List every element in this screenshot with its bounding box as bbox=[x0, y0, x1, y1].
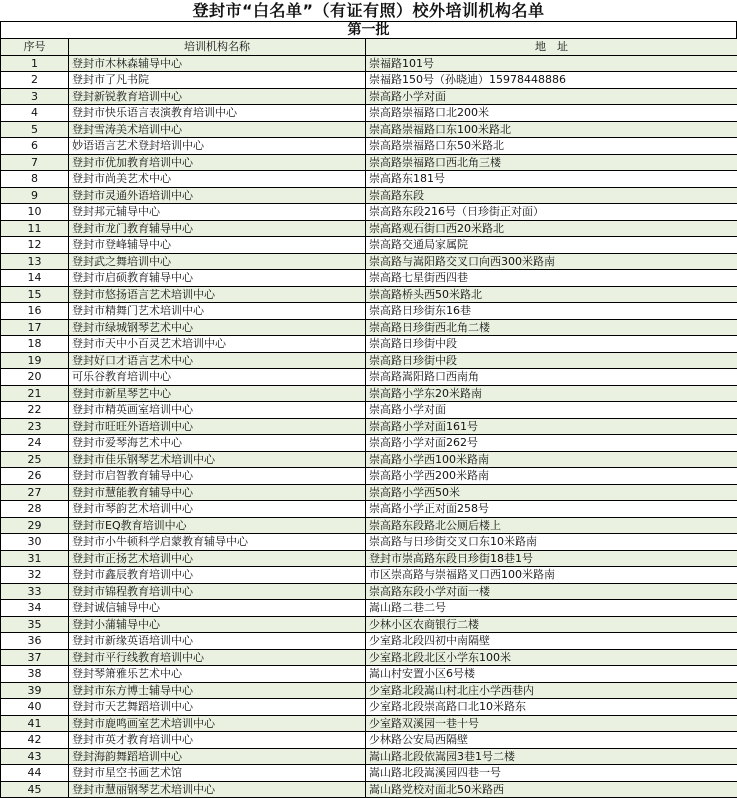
institution-name: 登封市启智教育辅导中心 bbox=[69, 468, 366, 485]
institution-name: 登封市小牛顿科学启蒙教育辅导中心 bbox=[69, 534, 366, 551]
table-row bbox=[1, 88, 737, 105]
institution-address: 少室路北段嵩山村北庄小学西巷内 bbox=[366, 682, 737, 699]
institution-name: 登封市灵通外语培训中心 bbox=[69, 187, 366, 204]
row-number: 23 bbox=[1, 418, 69, 435]
row-number: 26 bbox=[1, 468, 69, 485]
institution-name: 妙语语言艺术登封培训中心 bbox=[69, 138, 366, 155]
table-row bbox=[1, 286, 737, 303]
institution-address: 崇高路东181号 bbox=[366, 171, 737, 188]
table-row bbox=[1, 682, 737, 699]
institution-address: 崇高路小学对面 bbox=[366, 402, 737, 419]
row-number: 16 bbox=[1, 303, 69, 320]
institution-address: 崇高路日珍街东16巷 bbox=[366, 303, 737, 320]
table-row bbox=[1, 204, 737, 221]
column-header-number: 序号 bbox=[1, 39, 69, 56]
table-row bbox=[1, 435, 737, 452]
institution-address: 崇高路日珍街中段 bbox=[366, 352, 737, 369]
institution-address: 少室路北段北区小学东100米 bbox=[366, 649, 737, 666]
table-row bbox=[1, 649, 737, 666]
row-number: 12 bbox=[1, 237, 69, 254]
row-number: 8 bbox=[1, 171, 69, 188]
table-row bbox=[1, 616, 737, 633]
institution-address: 少室路北段四初中南隔壁 bbox=[366, 633, 737, 650]
institution-table bbox=[0, 38, 737, 798]
row-number: 13 bbox=[1, 253, 69, 270]
institution-name: 登封武之舞培训中心 bbox=[69, 253, 366, 270]
row-number: 29 bbox=[1, 517, 69, 534]
table-row bbox=[1, 253, 737, 270]
institution-address: 崇高路观石街口西20米路北 bbox=[366, 220, 737, 237]
row-number: 18 bbox=[1, 336, 69, 353]
institution-name: 登封市新星琴艺中心 bbox=[69, 385, 366, 402]
row-number: 1 bbox=[1, 55, 69, 72]
row-number: 36 bbox=[1, 633, 69, 650]
row-number: 7 bbox=[1, 154, 69, 171]
institution-name: 登封市绿城钢琴艺术中心 bbox=[69, 319, 366, 336]
institution-name: 登封市慧能教育辅导中心 bbox=[69, 484, 366, 501]
institution-name: 登封市东方博士辅导中心 bbox=[69, 682, 366, 699]
institution-address: 崇高路桥头西50米路北 bbox=[366, 286, 737, 303]
row-number: 6 bbox=[1, 138, 69, 155]
institution-address: 崇高路小学西200米路南 bbox=[366, 468, 737, 485]
table-row bbox=[1, 154, 737, 171]
table-row bbox=[1, 105, 737, 122]
table-row bbox=[1, 451, 737, 468]
table-header-row bbox=[1, 39, 737, 56]
institution-address: 崇高路崇福路口西北角三楼 bbox=[366, 154, 737, 171]
row-number: 2 bbox=[1, 72, 69, 89]
page-title: 登封市“白名单”（有证有照）校外培训机构名单 bbox=[0, 0, 737, 21]
table-row bbox=[1, 583, 737, 600]
institution-address: 崇高路小学对面 bbox=[366, 88, 737, 105]
institution-address: 嵩山路北段依嵩园3巷1号二楼 bbox=[366, 748, 737, 765]
institution-name: 登封市旺旺外语培训中心 bbox=[69, 418, 366, 435]
institution-name: 登封市佳乐钢琴艺术培训中心 bbox=[69, 451, 366, 468]
institution-address: 崇高路小学西50米 bbox=[366, 484, 737, 501]
institution-name: 登封市英才教育培训中心 bbox=[69, 732, 366, 749]
row-number: 39 bbox=[1, 682, 69, 699]
institution-address: 崇高路日珍街西北角二楼 bbox=[366, 319, 737, 336]
table-row bbox=[1, 534, 737, 551]
institution-name: 登封市精英画室培训中心 bbox=[69, 402, 366, 419]
institution-name: 登封市天艺舞蹈培训中心 bbox=[69, 699, 366, 716]
row-number: 3 bbox=[1, 88, 69, 105]
table-row bbox=[1, 418, 737, 435]
row-number: 32 bbox=[1, 567, 69, 584]
table-row bbox=[1, 715, 737, 732]
institution-address: 崇高路小学西100米路南 bbox=[366, 451, 737, 468]
row-number: 28 bbox=[1, 501, 69, 518]
row-number: 4 bbox=[1, 105, 69, 122]
table-row bbox=[1, 567, 737, 584]
row-number: 38 bbox=[1, 666, 69, 683]
institution-address: 崇高路日珍街中段 bbox=[366, 336, 737, 353]
institution-address: 嵩山路北段嵩溪园四巷一号 bbox=[366, 765, 737, 782]
institution-name: 登封市锦程教育培训中心 bbox=[69, 583, 366, 600]
row-number: 21 bbox=[1, 385, 69, 402]
row-number: 44 bbox=[1, 765, 69, 782]
row-number: 14 bbox=[1, 270, 69, 287]
table-row bbox=[1, 138, 737, 155]
row-number: 43 bbox=[1, 748, 69, 765]
institution-name: 登封市琴韵艺术培训中心 bbox=[69, 501, 366, 518]
institution-name: 登封市天中小百灵艺术培训中心 bbox=[69, 336, 366, 353]
row-number: 10 bbox=[1, 204, 69, 221]
row-number: 41 bbox=[1, 715, 69, 732]
institution-address: 少室路北段崇高路口北10米路东 bbox=[366, 699, 737, 716]
table-row bbox=[1, 550, 737, 567]
table-row bbox=[1, 517, 737, 534]
institution-address: 崇高路东段216号（日珍街正对面） bbox=[366, 204, 737, 221]
institution-name: 可乐谷教育培训中心 bbox=[69, 369, 366, 386]
institution-address: 登封市崇高路东段日珍街18巷1号 bbox=[366, 550, 737, 567]
institution-address: 崇高路与嵩阳路交叉口向西300米路南 bbox=[366, 253, 737, 270]
table-row bbox=[1, 187, 737, 204]
institution-address: 崇高路东段 bbox=[366, 187, 737, 204]
institution-name: 登封雪涛美术培训中心 bbox=[69, 121, 366, 138]
table-row bbox=[1, 336, 737, 353]
institution-name: 登封海韵舞蹈培训中心 bbox=[69, 748, 366, 765]
institution-name: 登封市悠扬语言艺术培训中心 bbox=[69, 286, 366, 303]
table-row bbox=[1, 270, 737, 287]
institution-address: 嵩山路二巷二号 bbox=[366, 600, 737, 617]
institution-name: 登封市启硕教育辅导中心 bbox=[69, 270, 366, 287]
table-row bbox=[1, 352, 737, 369]
table-row bbox=[1, 600, 737, 617]
institution-name: 登封市优加教育培训中心 bbox=[69, 154, 366, 171]
table-row bbox=[1, 666, 737, 683]
institution-address: 崇高路七星街西四巷 bbox=[366, 270, 737, 287]
row-number: 20 bbox=[1, 369, 69, 386]
table-row bbox=[1, 402, 737, 419]
row-number: 45 bbox=[1, 781, 69, 798]
row-number: 30 bbox=[1, 534, 69, 551]
institution-address: 崇高路东段路北公厕后楼上 bbox=[366, 517, 737, 534]
table-row bbox=[1, 633, 737, 650]
institution-address: 崇高路小学对面161号 bbox=[366, 418, 737, 435]
row-number: 35 bbox=[1, 616, 69, 633]
row-number: 40 bbox=[1, 699, 69, 716]
table-row bbox=[1, 748, 737, 765]
institution-address: 嵩山村安置小区6号楼 bbox=[366, 666, 737, 683]
table-row bbox=[1, 385, 737, 402]
institution-address: 崇高路崇福路口北200米 bbox=[366, 105, 737, 122]
institution-name: 登封市龙门教育辅导中心 bbox=[69, 220, 366, 237]
institution-name: 登封市精舞门艺术培训中心 bbox=[69, 303, 366, 320]
row-number: 25 bbox=[1, 451, 69, 468]
institution-name: 登封琴箫雅乐艺术中心 bbox=[69, 666, 366, 683]
institution-address: 崇高路嵩阳路口西南角 bbox=[366, 369, 737, 386]
institution-address: 崇高路崇福路口东100米路北 bbox=[366, 121, 737, 138]
institution-address: 崇福路150号（孙晓迪）15978448886 bbox=[366, 72, 737, 89]
table-row bbox=[1, 781, 737, 798]
institution-address: 崇高路小学正对面258号 bbox=[366, 501, 737, 518]
table-row bbox=[1, 484, 737, 501]
row-number: 5 bbox=[1, 121, 69, 138]
column-header-address: 地 址 bbox=[366, 39, 737, 56]
column-header-name: 培训机构名称 bbox=[69, 39, 366, 56]
table-row bbox=[1, 699, 737, 716]
institution-name: 登封市星空书画艺术馆 bbox=[69, 765, 366, 782]
institution-name: 登封市新缘英语培训中心 bbox=[69, 633, 366, 650]
table-row bbox=[1, 319, 737, 336]
institution-address: 崇高路与日珍街交叉口东10米路南 bbox=[366, 534, 737, 551]
row-number: 27 bbox=[1, 484, 69, 501]
institution-name: 登封市尚美艺术中心 bbox=[69, 171, 366, 188]
institution-name: 登封邦元辅导中心 bbox=[69, 204, 366, 221]
institution-address: 少室路双溪园一巷十号 bbox=[366, 715, 737, 732]
institution-address: 市区崇高路与崇福路叉口西100米路南 bbox=[366, 567, 737, 584]
table-row bbox=[1, 303, 737, 320]
row-number: 11 bbox=[1, 220, 69, 237]
institution-address: 崇高路小学东20米路南 bbox=[366, 385, 737, 402]
table-row bbox=[1, 72, 737, 89]
institution-name: 登封市正扬艺术培训中心 bbox=[69, 550, 366, 567]
table-row bbox=[1, 732, 737, 749]
batch-subtitle: 第一批 bbox=[0, 21, 737, 38]
table-row bbox=[1, 765, 737, 782]
row-number: 33 bbox=[1, 583, 69, 600]
institution-name: 登封好口才语言艺术中心 bbox=[69, 352, 366, 369]
row-number: 19 bbox=[1, 352, 69, 369]
institution-address: 少林路公安局西隔壁 bbox=[366, 732, 737, 749]
institution-address: 崇高路东段小学对面一楼 bbox=[366, 583, 737, 600]
institution-name: 登封市了凡书院 bbox=[69, 72, 366, 89]
institution-name: 登封市慧丽钢琴艺术培训中心 bbox=[69, 781, 366, 798]
institution-address: 崇福路101号 bbox=[366, 55, 737, 72]
institution-name: 登封市爱琴海艺术中心 bbox=[69, 435, 366, 452]
row-number: 37 bbox=[1, 649, 69, 666]
row-number: 34 bbox=[1, 600, 69, 617]
institution-name: 登封市鑫辰教育培训中心 bbox=[69, 567, 366, 584]
row-number: 42 bbox=[1, 732, 69, 749]
institution-name: 登封诚信辅导中心 bbox=[69, 600, 366, 617]
table-row bbox=[1, 55, 737, 72]
institution-address: 崇高路交通局家属院 bbox=[366, 237, 737, 254]
institution-name: 登封市鹿鸣画室艺术培训中心 bbox=[69, 715, 366, 732]
row-number: 24 bbox=[1, 435, 69, 452]
institution-name: 登封新锐教育培训中心 bbox=[69, 88, 366, 105]
row-number: 17 bbox=[1, 319, 69, 336]
row-number: 15 bbox=[1, 286, 69, 303]
institution-address: 嵩山路党校对面北50米路西 bbox=[366, 781, 737, 798]
institution-address: 崇高路崇福路口东50米路北 bbox=[366, 138, 737, 155]
institution-name: 登封市木林森辅导中心 bbox=[69, 55, 366, 72]
table-row bbox=[1, 369, 737, 386]
institution-name: 登封小蒲辅导中心 bbox=[69, 616, 366, 633]
institution-name: 登封市平行线教育培训中心 bbox=[69, 649, 366, 666]
table-row bbox=[1, 237, 737, 254]
institution-address: 少林小区农商银行二楼 bbox=[366, 616, 737, 633]
table-row bbox=[1, 171, 737, 188]
table-row bbox=[1, 501, 737, 518]
row-number: 22 bbox=[1, 402, 69, 419]
institution-name: 登封市快乐语言表演教育培训中心 bbox=[69, 105, 366, 122]
institution-address: 崇高路小学对面262号 bbox=[366, 435, 737, 452]
row-number: 9 bbox=[1, 187, 69, 204]
table-row bbox=[1, 121, 737, 138]
table-row bbox=[1, 468, 737, 485]
row-number: 31 bbox=[1, 550, 69, 567]
table-row bbox=[1, 220, 737, 237]
institution-name: 登封市EQ教育培训中心 bbox=[69, 517, 366, 534]
institution-name: 登封市登峰辅导中心 bbox=[69, 237, 366, 254]
